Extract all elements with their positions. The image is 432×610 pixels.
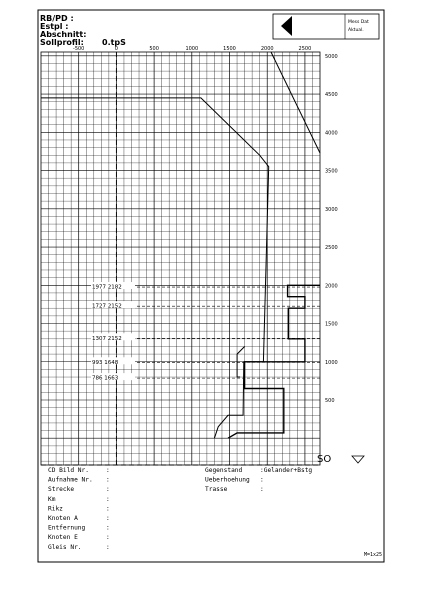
footer-left-value: : bbox=[106, 505, 110, 513]
footer-left-label: Strecke bbox=[48, 486, 75, 494]
footer-left-value: : bbox=[106, 534, 110, 542]
right-axis-tick: 5000 bbox=[325, 53, 338, 60]
right-axis-tick: 4000 bbox=[325, 130, 338, 137]
top-axis-tick: 1500 bbox=[223, 46, 236, 52]
right-axis-tick: 3500 bbox=[325, 168, 338, 175]
footer-right-label: Gegenstand bbox=[205, 467, 243, 474]
legend-line1: Mess Dat bbox=[348, 20, 369, 25]
footer-left-value: : bbox=[106, 524, 110, 532]
footer-left-value: : bbox=[106, 495, 110, 503]
footer-right-value: : bbox=[260, 476, 264, 484]
footer-left-label: Rikz bbox=[48, 505, 63, 513]
legend-line2: Aktual. bbox=[348, 28, 364, 33]
footer-right-label: Ueberhoehung bbox=[205, 476, 250, 484]
header-label-rbpd: RB/PD : bbox=[40, 14, 74, 23]
header-block bbox=[40, 14, 126, 47]
top-axis-tick: 0 bbox=[114, 46, 118, 52]
header-label-abschnitt: Abschnitt: bbox=[40, 30, 87, 39]
footer-left-value: : bbox=[106, 486, 110, 494]
right-axis-tick: 3000 bbox=[325, 206, 338, 213]
triangle-down-icon bbox=[352, 456, 364, 463]
chart-series bbox=[41, 52, 320, 438]
series-line-1 bbox=[271, 52, 320, 153]
marker-label: 1977 2182 bbox=[92, 284, 122, 291]
top-axis-tick: 2000 bbox=[260, 46, 274, 52]
footer-table bbox=[48, 467, 312, 551]
footer-left-label: Entfernung bbox=[48, 524, 86, 532]
marker-label: 993 1648 bbox=[92, 359, 119, 366]
header-label-sollprofil: Sollprofil: bbox=[40, 38, 84, 47]
top-axis-tick: 500 bbox=[149, 46, 159, 52]
marker-label: 1307 2152 bbox=[92, 335, 122, 342]
header-label-estpl: Estpl : bbox=[40, 22, 69, 31]
series-line-0 bbox=[41, 98, 269, 438]
footer-left-label: Gleis Nr. bbox=[48, 543, 82, 551]
plot-frame bbox=[41, 52, 320, 465]
marker-label: 786 1663 bbox=[92, 375, 119, 382]
footer-left-value: : bbox=[106, 467, 110, 474]
footer-right-value: :Gelander+Bstg bbox=[260, 467, 313, 474]
right-axis-tick: 2000 bbox=[325, 283, 338, 290]
footer-left-label: CD Bild Nr. bbox=[48, 467, 89, 474]
legend-box bbox=[273, 14, 379, 39]
marker-label: 1727 2152 bbox=[92, 303, 122, 310]
top-axis-tick: 2500 bbox=[298, 46, 312, 52]
footer-left-label: Knoten A bbox=[48, 515, 78, 522]
footer-left-value: : bbox=[106, 476, 110, 484]
right-axis-tick: 4500 bbox=[325, 92, 338, 99]
right-axis-tick: 2500 bbox=[325, 245, 338, 252]
grid bbox=[41, 52, 320, 465]
scale-code: M=1x25 bbox=[364, 552, 383, 558]
footer-left-label: Knoten E bbox=[48, 534, 78, 542]
footer-right-value: : bbox=[260, 486, 264, 494]
axes bbox=[73, 46, 338, 404]
footer-left-value: : bbox=[106, 543, 110, 551]
footer-left-label: Aufnahme Nr. bbox=[48, 476, 93, 484]
so-label: SO bbox=[317, 454, 332, 465]
right-axis-tick: 1000 bbox=[325, 359, 338, 366]
marker-labels bbox=[91, 282, 320, 382]
right-axis-tick: 500 bbox=[325, 397, 335, 404]
header-value-sollprofil: 0.tpS bbox=[102, 38, 126, 47]
footer-right-label: Trasse bbox=[205, 486, 228, 494]
footer-left-value: : bbox=[106, 515, 110, 522]
top-axis-tick: -500 bbox=[73, 46, 85, 52]
footer-left-label: Km bbox=[48, 495, 56, 503]
top-axis-tick: 1000 bbox=[185, 46, 199, 52]
right-axis-tick: 1500 bbox=[325, 321, 338, 328]
